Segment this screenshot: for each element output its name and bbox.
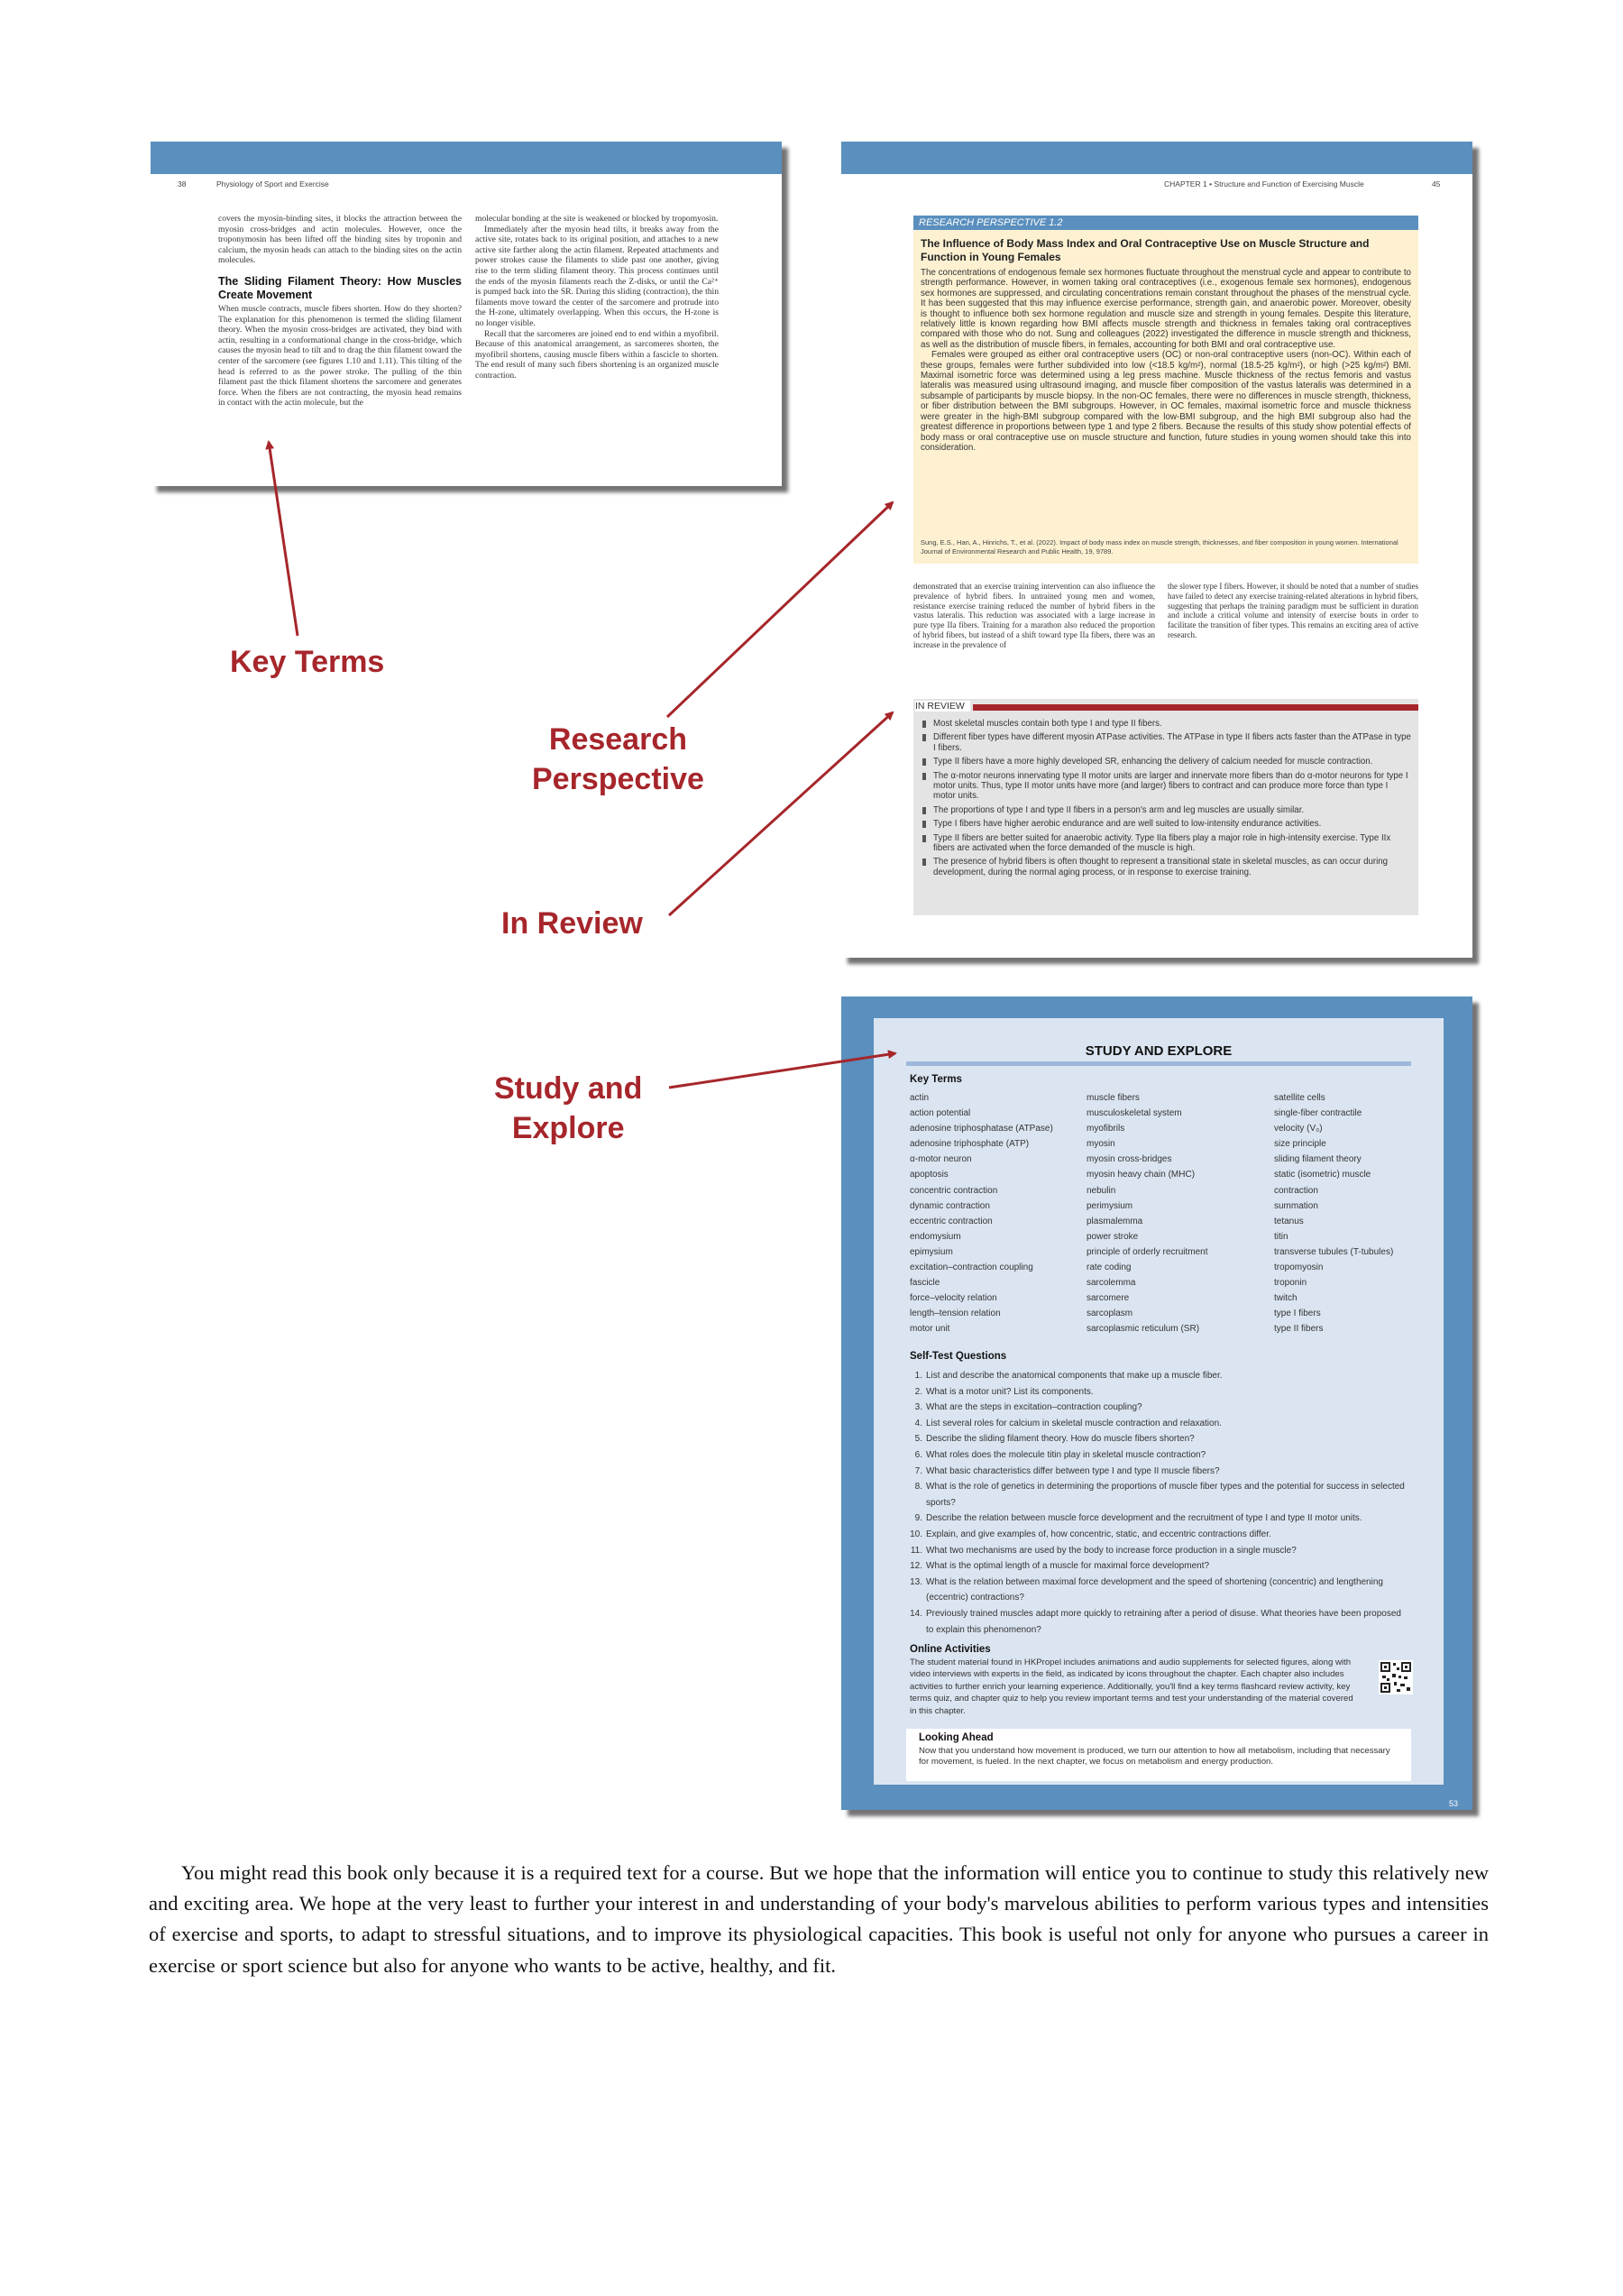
question-number: 3. [914, 1402, 922, 1413]
key-term: sarcoplasm [1087, 1309, 1133, 1319]
online-activities-heading: Online Activities [910, 1644, 991, 1655]
intro-paragraph: You might read this book only because it is a required text for a course. But we hope that the information will entice you to continue to study this relatively new and exciting area. We hope at the very least to further your interest in and understanding of your body's marvelous abilities to perform various types and intensities of exercise and sports, to adapt to stressful situations, and to improve its physiological capacities. This book is useful not only for anyone who pursues a career in exercise or sport science but also for anyone who wants to be active, healthy, and fit. [149, 1861, 1489, 1977]
arrow-research-perspective [667, 502, 893, 717]
in-review-item: Most skeletal muscles contain both type I and type II fibers. [921, 719, 1411, 729]
question-number: 1. [914, 1371, 922, 1381]
key-term: eccentric contraction [910, 1216, 993, 1226]
key-term: contraction [1274, 1185, 1318, 1196]
arrow-in-review [669, 712, 893, 915]
research-perspective-label: RESEARCH PERSPECTIVE 1.2 [913, 216, 1418, 230]
key-term: myosin [1087, 1139, 1115, 1150]
key-term: adenosine triphosphate (ATP) [910, 1139, 1030, 1150]
question-text: List several roles for calcium in skeletal muscle contraction and relaxation. [926, 1418, 1222, 1428]
question-number: 2. [914, 1386, 922, 1397]
body-paragraph: Recall that the sarcomeres are joined end to end within a myofibril. Because of this anatomical arrangement, as sarcomeres shorten, the myofibril shortens, causing muscle fibers within a fascicle to shorten. The end result of many such fibers shortening is an organized muscle contraction. [475, 328, 719, 381]
question-text: What is the optimal length of a muscle for maximal force development? [926, 1561, 1210, 1572]
key-term: sarcoplasmic reticulum (SR) [1087, 1324, 1200, 1335]
key-term: apoptosis [910, 1170, 949, 1180]
key-term: action potential [910, 1108, 971, 1119]
question-text: Describe the sliding filament theory. How do muscle fibers shorten? [926, 1434, 1195, 1445]
question-text: Describe the relation between muscle force development and the recruitment of type I and type II motor units. [926, 1513, 1362, 1524]
key-term: tetanus [1274, 1216, 1304, 1226]
question-number: 11. [910, 1545, 922, 1556]
key-term: single-fiber contractile [1274, 1108, 1362, 1119]
arrow-key-terms [269, 442, 298, 636]
key-term: type II fibers [1274, 1324, 1324, 1335]
page-number: 38 [178, 179, 187, 188]
key-term: plasmalemma [1087, 1216, 1143, 1226]
in-review-item: Type II fibers have a more highly developed SR, enhancing the delivery of calcium needed for muscle contraction. [921, 757, 1411, 767]
running-head: CHAPTER 1 • Structure and Function of Exercising Muscle [1164, 179, 1364, 188]
body-column-right: the slower type I fibers. However, it should be noted that a number of studies have failed to detect any exercise training-related alterations in hybrid fibers, suggesting that perhaps the training paradigm must be sufficient in duration and include a critical volume and intensity of exercise bouts in order to facilitate the transition of fiber types. This remains an exciting area of active research. [1168, 582, 1418, 639]
key-term: power stroke [1087, 1231, 1139, 1242]
question-text: What basic characteristics differ between type I and type II muscle fibers? [926, 1465, 1220, 1476]
question-number: 4. [914, 1418, 922, 1428]
question-text: What is the relation between maximal force development and the speed of shortening (concentric) and lengthening (eccentric) contractions? [926, 1576, 1383, 1603]
body-column-left: demonstrated that an exercise training intervention can also influence the prevalence of hybrid fibers. In untrained young men and women, resistance exercise training reduced the number of hybrid fibers in the vastus lateralis. This reduction was associated with a large increase in pure type IIa fibers. Training for a marathon also reduced the proportion of hybrid fibers, but instead of a shift toward type IIa fibers, there was an increase in the prevalence of [913, 582, 1155, 649]
question-number: 8. [914, 1482, 922, 1492]
key-term: motor unit [910, 1324, 950, 1335]
key-term: actin [910, 1093, 930, 1103]
in-review-item: The proportions of type I and type II fibers in a person's arm and leg muscles are usually similar. [921, 805, 1411, 815]
in-review-item: Different fiber types have different myosin ATPase activities. The ATPase in type II fibers acts faster than the ATPase in type I fibers. [921, 732, 1411, 753]
question-number: 14. [910, 1608, 922, 1619]
key-term: size principle [1274, 1139, 1326, 1150]
in-review-item: The α-motor neurons innervating type II motor units are larger and innervate more fibers than do α-motor neurons for type I motor units. Thus, type II motor units have more (and larger) fibers to contract and can produce more force than type I motor units. [921, 771, 1411, 802]
intro-paragraph: covers the myosin-binding sites, it blocks the attraction between the myosin cross-bridges and actin molecules. However, once the troponymosin has been lifted off the binding sites by troponin and calcium, the myosin heads can attach to the binding sites on the actin molecules. [218, 214, 462, 266]
self-test-heading: Self-Test Questions [910, 1351, 1007, 1362]
body-paragraph: Immediately after the myosin head tilts, it breaks away from the active site, rotates back to its original position, and attaches to a new active site farther along the actin filament. Repeated attachments and power strokes cause the filaments to slide past one another, giving rise to the term sliding filament theory. This process continues until the ends of the myosin filaments reach the Z-disks, or until the Ca²⁺ is pumped back into the SR. During this sliding (contraction), the thin filaments move toward the center of the sarcomere and protrude into the H-zone, ultimately overlapping. When this occurs, the H-zone is no longer visible. [475, 224, 719, 328]
looking-ahead-heading: Looking Ahead [919, 1732, 994, 1743]
question-number: 7. [914, 1465, 922, 1476]
callout-in-review: In Review [501, 906, 643, 941]
page-number: 53 [1448, 1799, 1458, 1808]
key-term: nebulin [1087, 1185, 1116, 1196]
key-term: epimysium [910, 1246, 953, 1257]
rp-paragraph: Females were grouped as either oral contraceptive users (OC) or non-oral contraceptive users (non-OC). Within each of these groups, females were further subdivided into low (<18.5 kg/m²), normal (18.5-25 kg/m²), or high (>25 kg/m²) BMI. Maximal isometric force was determined using a leg press machine. Muscle thickness of the rectus femoris and vastus lateralis was measured using ultrasound imaging, and muscle fiber composition of the vastus lateralis was determined in a subsample of participants by muscle biopsy. In the non-OC females, there were no differences in muscle strength, thickness, or fiber distribution between the BMI subgroups. However, in OC females, maximal isometric force and muscle thickness were greater in the high-BMI subgroup compared with the low-BMI subgroup, and the high BMI subgroup also had the greatest difference in proportions between type 1 and type 2 fibers. Because the results of this study show potential effects of body mass or oral contraceptive use on muscle structure and function, future studies in young women should take this into consideration. [921, 350, 1411, 453]
body-paragraph: When muscle contracts, muscle fibers shorten. How do they shorten? The explanation for this phenomenon is termed the sliding filament theory. When the myosin cross-bridges are activated, they bind with actin, resulting in a conformational change in the cross-bridge, which causes the myosin head to tilt and to drag the thin filament toward the center of the sarcomere (see figures 1.10 and 1.11). This tilting of the head is referred to as the power stroke. The pulling of the thin filament past the thick filament shortens the sarcomere and generates force. When the fibers are not contracting, the myosin head remains in contact with the actin molecule, but the [218, 303, 462, 409]
key-term: length–tension relation [910, 1309, 1001, 1319]
callout-key-terms: Key Terms [230, 645, 385, 679]
study-title: STUDY AND EXPLORE [1085, 1043, 1233, 1059]
key-term: endomysium [910, 1231, 961, 1242]
key-term: myosin cross-bridges [1087, 1154, 1172, 1165]
key-term: dynamic contraction [910, 1200, 990, 1211]
question-text: What is a motor unit? List its components. [926, 1386, 1094, 1397]
question-number: 5. [914, 1434, 922, 1445]
key-term: principle of orderly recruitment [1087, 1246, 1208, 1257]
looking-ahead-text: Now that you understand how movement is produced, we turn our attention to how all metabolism, including that necessary for movement, is fueled. In the next chapter, we focus on metabolism and energy production. [919, 1746, 1390, 1768]
key-term: tropomyosin [1274, 1263, 1324, 1273]
key-term: transverse tubules (T-tubules) [1274, 1246, 1394, 1257]
key-term: perimysium [1087, 1200, 1133, 1211]
callout-line: Study and [494, 1071, 643, 1106]
key-term: excitation–contraction coupling [910, 1263, 1033, 1273]
key-term: adenosine triphosphatase (ATPase) [910, 1124, 1053, 1134]
key-term: static (isometric) muscle [1274, 1170, 1371, 1180]
key-term: summation [1274, 1200, 1318, 1211]
question-text: Explain, and give examples of, how concentric, static, and eccentric contractions differ. [926, 1529, 1271, 1539]
key-term: titin [1274, 1231, 1288, 1242]
key-term: troponin [1274, 1278, 1307, 1289]
key-term: sarcolemma [1087, 1278, 1136, 1289]
key-terms-heading: Key Terms [910, 1074, 962, 1085]
running-head: Physiology of Sport and Exercise [216, 179, 329, 188]
key-term: myofibrils [1087, 1124, 1125, 1134]
key-term: velocity (V₀) [1274, 1124, 1323, 1134]
question-text: What is the role of genetics in determining the proportions of muscle fiber types and the potential for success in selected sports? [926, 1482, 1405, 1508]
question-text: What two mechanisms are used by the body to increase force production in a single muscle? [926, 1545, 1297, 1556]
key-term: sliding filament theory [1274, 1154, 1362, 1165]
arrow-study-and-explore [669, 1053, 895, 1088]
in-review-item: The presence of hybrid fibers is often thought to represent a transitional state in skeletal muscles, as can occur during development, during the normal aging process, or in response to exercise training. [921, 857, 1411, 877]
key-term: concentric contraction [910, 1185, 998, 1196]
question-text: What roles does the molecule titin play in skeletal muscle contraction? [926, 1449, 1206, 1460]
page-number: 45 [1432, 179, 1441, 188]
in-review-item: Type II fibers are better suited for anaerobic activity. Type IIa fibers play a major role in high-intensity exercise. Type IIx fibers are activated when the force demanded of the muscle is high. [921, 833, 1411, 854]
in-review-item: Type I fibers have higher aerobic endurance and are well suited to low-intensity endurance activities. [921, 819, 1411, 829]
callout-line: Explore [511, 1111, 625, 1145]
in-review-label: IN REVIEW [915, 701, 970, 712]
key-term: rate coding [1087, 1263, 1132, 1273]
question-number: 13. [910, 1576, 922, 1587]
body-paragraph: molecular bonding at the site is weakened or blocked by tropomyosin. [475, 214, 719, 224]
question-number: 6. [914, 1449, 922, 1460]
callout-line: Research [548, 722, 687, 757]
key-term: musculoskeletal system [1087, 1108, 1182, 1119]
key-term: satellite cells [1274, 1093, 1325, 1103]
research-perspective-title: The Influence of Body Mass Index and Oral Contraceptive Use on Muscle Structure and Function in Young Females [921, 237, 1370, 263]
key-term: force–velocity relation [910, 1293, 997, 1304]
key-term: α-motor neuron [910, 1154, 972, 1165]
question-text: What are the steps in excitation–contraction coupling? [926, 1402, 1142, 1413]
key-term: fascicle [910, 1278, 940, 1289]
question-text: List and describe the anatomical components that make up a muscle fiber. [926, 1371, 1223, 1381]
online-activities-text: The student material found in HKPropel includes animations and audio supplements for selected figures, along with video interviews with experts in the field, as indicated by icons throughout the chapter. Each chapter also includes activities to further enrich your learning experience. Additionally, you'll find a key terms flashcard review activity, key terms quiz, and chapter quiz to help you review important terms and test your understanding of the material covered in this chapter. [910, 1658, 1353, 1716]
key-term: muscle fibers [1087, 1093, 1140, 1103]
callout-line: Perspective [532, 762, 704, 796]
research-reference: Sung, E.S., Han, A., Hinrichs, T., et al. (2022). Impact of body mass index on muscle strength, thicknesses, and fiber composition in young women. International Journal of Environmental Research and Public Health, 19, 9789. [921, 538, 1398, 556]
rp-paragraph: The concentrations of endogenous female sex hormones fluctuate throughout the menstrual cycle and appear to contribute to strength performance. However, in women taking oral contraceptives (i.e., exogenous female sex hormones), endogenous sex hormones are suppressed, and circulating concentrations remain constant throughout the phases of the menstrual cycle. It has been suggested that this may influence exercise performance, strength gain, and anaerobic power. Moreover, obesity is thought to influence both sex hormone regulation and muscle size and strength in young females. Despite this literature, relatively little is known regarding how BMI affects muscle strength and thickness in females taking oral contraceptives compared with those who do not. Sung and colleagues (2022) investigated the difference in muscle strength and thickness, as well as the distribution of muscle fibers, in females, accounting for both BMI and oral contraceptive use. [921, 268, 1411, 350]
question-text: Previously trained muscles adapt more quickly to retraining after a period of disuse. What theories have been proposed to explain this phenomenon? [926, 1608, 1401, 1635]
question-number: 12. [910, 1561, 922, 1572]
question-number: 9. [914, 1513, 922, 1524]
question-number: 10. [910, 1529, 922, 1539]
key-term: twitch [1274, 1293, 1297, 1304]
key-term: myosin heavy chain (MHC) [1087, 1170, 1196, 1180]
key-term: type I fibers [1274, 1309, 1321, 1319]
section-heading: The Sliding Filament Theory: How Muscles Create Movement [218, 274, 462, 301]
key-term: sarcomere [1087, 1293, 1130, 1304]
